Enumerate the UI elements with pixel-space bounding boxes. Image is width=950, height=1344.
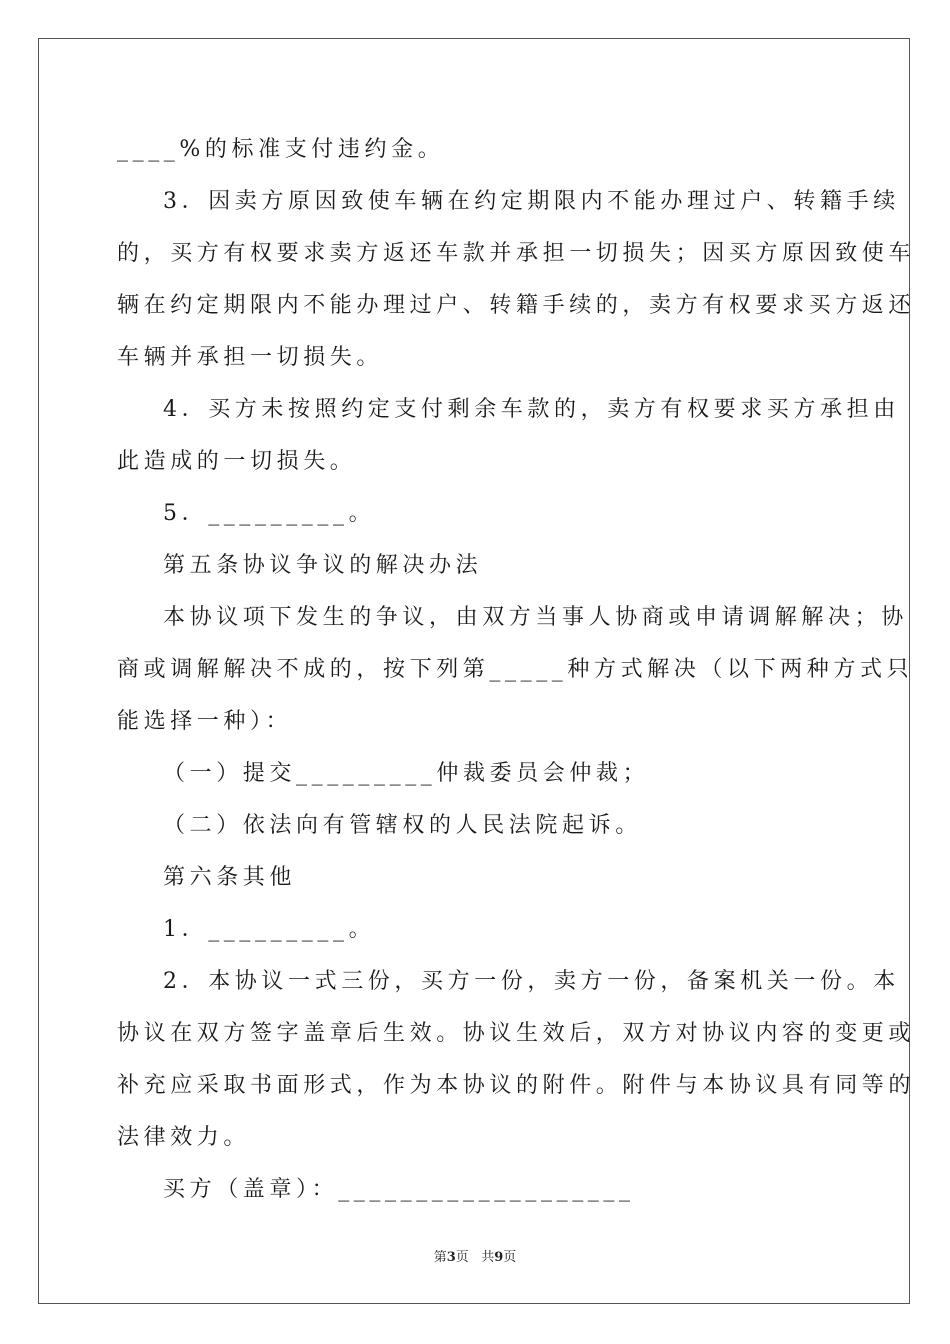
text-line: 5．_________。 xyxy=(163,501,376,526)
text-line: 协议在双方签字盖章后生效。协议生效后，双方对协议内容的变更或 xyxy=(117,1021,916,1046)
text-line: 能选择一种）： xyxy=(117,709,293,734)
current-page-number: 3 xyxy=(446,1250,456,1265)
text-line: 3．因卖方原因致使车辆在约定期限内不能办理过户、转籍手续 xyxy=(163,189,900,214)
text-line: 此造成的一切损失。 xyxy=(117,449,357,474)
text-line: 补充应采取书面形式，作为本协议的附件。附件与本协议具有同等的 xyxy=(117,1073,916,1098)
text-line: 本协议项下发生的争议，由双方当事人协商或申请调解解决；协 xyxy=(163,605,908,630)
text-line: 法律效力。 xyxy=(117,1125,251,1150)
text-line: 4．买方未按照约定支付剩余车款的，卖方有权要求买方承担由 xyxy=(163,397,900,422)
total-page-number: 9 xyxy=(494,1250,504,1265)
document-body xyxy=(117,124,916,1216)
signature-line: 买方（盖章）：___________________ xyxy=(163,1177,635,1202)
text-line: 的，买方有权要求卖方返还车款并承担一切损失；因买方原因致使车 xyxy=(117,241,916,266)
footer-prefix: 第 xyxy=(433,1250,447,1265)
footer-suffix: 页 xyxy=(503,1250,517,1265)
text-line: 商或调解解决不成的，按下列第_____种方式解决（以下两种方式只 xyxy=(117,657,914,682)
text-line: ____%的标准支付违约金。 xyxy=(117,137,445,162)
section-heading: 第五条协议争议的解决办法 xyxy=(163,553,483,578)
text-line: 车辆并承担一切损失。 xyxy=(117,345,384,370)
footer-middle: 页 共 xyxy=(455,1250,495,1265)
text-line: 辆在约定期限内不能办理过户、转籍手续的，卖方有权要求买方返还 xyxy=(117,293,916,318)
text-line: 2．本协议一式三份，买方一份，卖方一份，备案机关一份。本 xyxy=(163,969,900,994)
text-line: 1．_________。 xyxy=(163,917,376,942)
page-footer xyxy=(0,1246,950,1265)
section-heading: 第六条其他 xyxy=(163,865,297,890)
text-line: （二）依法向有管辖权的人民法院起诉。 xyxy=(163,813,642,838)
text-line: （一）提交_________仲裁委员会仲裁； xyxy=(163,761,650,786)
